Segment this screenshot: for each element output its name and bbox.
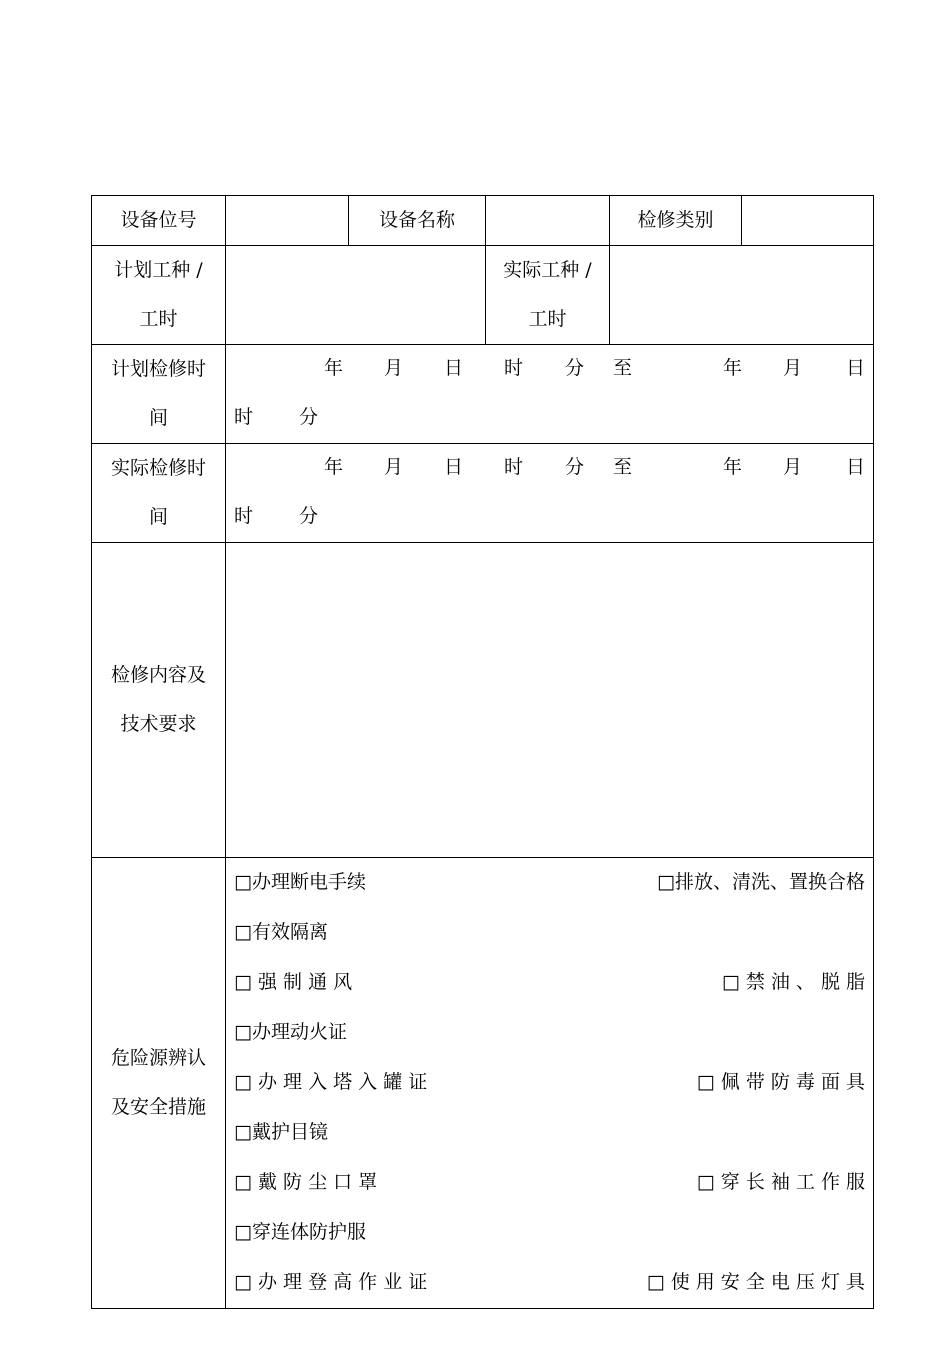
plan-start-day: 日 (444, 357, 464, 379)
row-hazard (92, 858, 874, 1309)
checkbox-hot-work-permit[interactable]: □办理动火证 (234, 1021, 347, 1043)
actual-to: 至 (613, 456, 633, 478)
repair-type-label: 检修类别 (610, 196, 742, 246)
content-label (92, 543, 226, 858)
row-content (92, 543, 874, 858)
checkbox-coverall[interactable]: □穿连体防护服 (234, 1221, 366, 1243)
checkbox-height-work-permit[interactable]: □ 办 理 登 高 作 业 证 (234, 1271, 428, 1293)
actual-end-hour: 时 (234, 505, 254, 527)
actual-work-label-line1: 实际工种 / (503, 259, 592, 281)
plan-time-label-line1: 计划检修时 (110, 358, 206, 380)
checkbox-gas-mask[interactable]: □ 佩 带 防 毒 面 具 (696, 1071, 865, 1093)
hazard-row (234, 858, 865, 908)
row-actual-time (92, 444, 874, 543)
actual-start-minute: 分 (565, 456, 585, 478)
plan-start-month: 月 (384, 357, 404, 379)
checkbox-power-off[interactable]: □办理断电手续 (234, 871, 366, 893)
actual-work-label (486, 246, 610, 345)
checkbox-isolation[interactable]: □有效隔离 (234, 921, 328, 943)
actual-end-day: 日 (846, 456, 866, 478)
plan-work-label (92, 246, 226, 345)
plan-end-hour: 时 (234, 406, 254, 428)
hazard-measures (226, 858, 874, 1309)
hazard-row (234, 1158, 865, 1208)
plan-work-field[interactable] (226, 246, 486, 345)
row-equipment (92, 196, 874, 246)
actual-end-year: 年 (723, 456, 743, 478)
actual-time-line1 (234, 444, 865, 493)
plan-end-day: 日 (846, 357, 866, 379)
plan-start-year: 年 (324, 357, 344, 379)
plan-time-label-line2: 间 (148, 407, 168, 429)
content-field[interactable] (226, 543, 874, 858)
actual-time-field[interactable] (226, 444, 874, 543)
plan-time-label (92, 345, 226, 444)
plan-time-field[interactable] (226, 345, 874, 444)
hazard-label (92, 858, 226, 1309)
hazard-row (234, 1058, 865, 1108)
actual-time-label (92, 444, 226, 543)
row-work-type (92, 246, 874, 345)
plan-time-line1 (234, 345, 865, 394)
plan-to: 至 (613, 357, 633, 379)
checkbox-goggles[interactable]: □戴护目镜 (234, 1121, 328, 1143)
plan-end-month: 月 (783, 357, 803, 379)
actual-start-year: 年 (324, 456, 344, 478)
hazard-label-line2: 及安全措施 (110, 1096, 206, 1118)
plan-time-line2 (234, 394, 865, 443)
repair-type-field[interactable] (742, 196, 874, 246)
content-label-line2: 技术要求 (120, 713, 197, 735)
actual-end-minute: 分 (299, 505, 319, 527)
actual-work-label-line2: 工时 (528, 308, 567, 330)
actual-start-hour: 时 (504, 456, 524, 478)
plan-work-label-line1: 计划工种 / (114, 259, 203, 281)
hazard-row (234, 908, 865, 958)
actual-time-line2 (234, 493, 865, 542)
actual-work-field[interactable] (610, 246, 874, 345)
maintenance-form-table (91, 195, 874, 1309)
actual-time-label-line2: 间 (148, 506, 168, 528)
hazard-row (234, 1258, 865, 1308)
equip-no-label: 设备位号 (92, 196, 226, 246)
plan-end-minute: 分 (299, 406, 319, 428)
actual-start-month: 月 (384, 456, 404, 478)
equip-no-field[interactable] (226, 196, 349, 246)
equip-name-field[interactable] (486, 196, 610, 246)
checkbox-dust-mask[interactable]: □ 戴 防 尘 口 罩 (234, 1171, 378, 1193)
actual-start-day: 日 (444, 456, 464, 478)
plan-work-label-line2: 工时 (139, 308, 178, 330)
plan-end-year: 年 (723, 357, 743, 379)
hazard-row (234, 1008, 865, 1058)
content-label-line1: 检修内容及 (110, 664, 206, 686)
checkbox-safe-voltage-lamp[interactable]: □ 使 用 安 全 电 压 灯 具 (646, 1271, 865, 1293)
actual-time-label-line1: 实际检修时 (110, 457, 206, 479)
checkbox-ventilation[interactable]: □ 强 制 通 风 (234, 971, 353, 993)
checkbox-oil-free[interactable]: □ 禁 油 、 脱 脂 (721, 971, 865, 993)
hazard-row (234, 1108, 865, 1158)
hazard-row (234, 1208, 865, 1258)
hazard-row (234, 958, 865, 1008)
checkbox-confined-space-permit[interactable]: □ 办 理 入 塔 入 罐 证 (234, 1071, 428, 1093)
checkbox-drain-clean[interactable]: □排放、清洗、置换合格 (657, 871, 865, 893)
hazard-label-line1: 危险源辨认 (110, 1047, 206, 1069)
plan-start-hour: 时 (504, 357, 524, 379)
row-plan-time (92, 345, 874, 444)
plan-start-minute: 分 (565, 357, 585, 379)
equip-name-label: 设备名称 (349, 196, 486, 246)
actual-end-month: 月 (783, 456, 803, 478)
checkbox-long-sleeve[interactable]: □ 穿 长 袖 工 作 服 (696, 1171, 865, 1193)
